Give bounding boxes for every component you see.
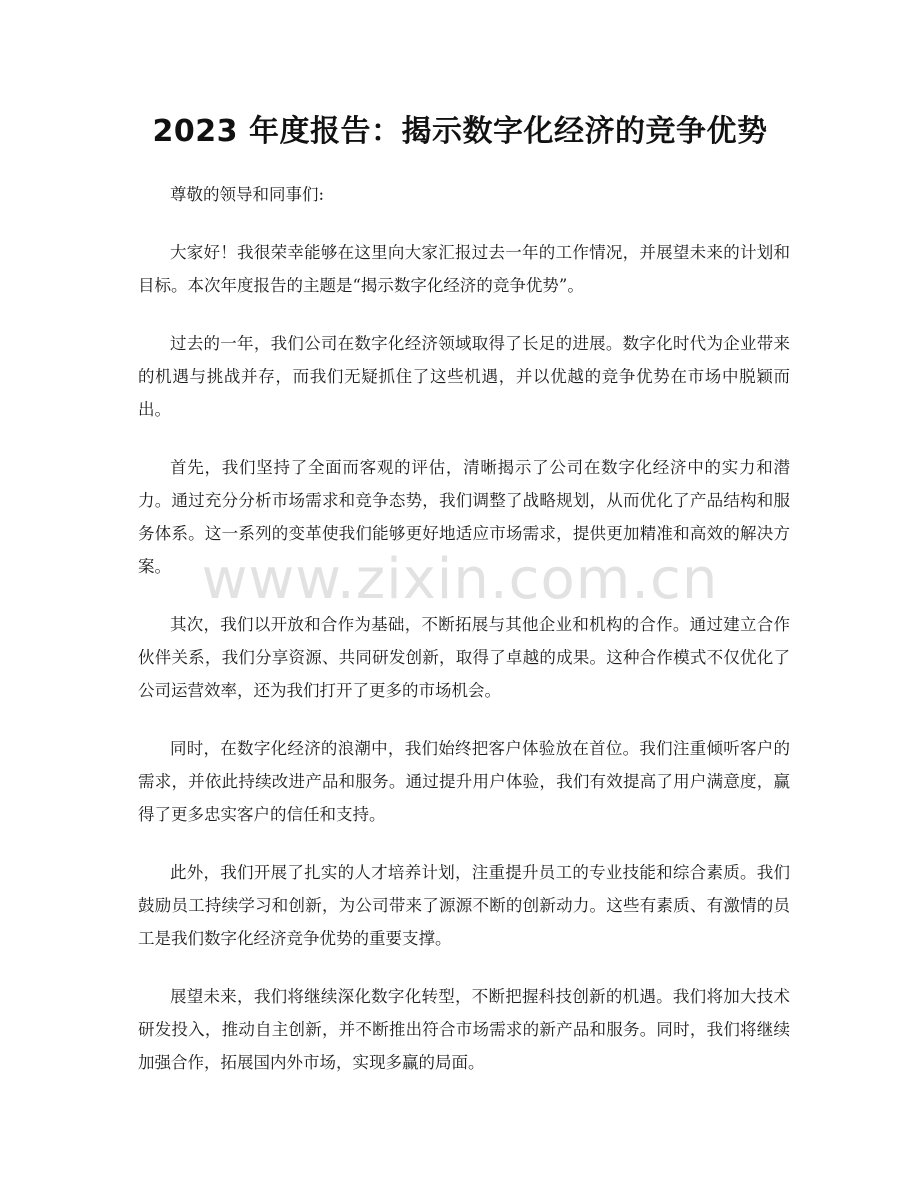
watermark-text: www.zixin.com.cn [201, 547, 719, 612]
salutation: 尊敬的领导和同事们: [170, 185, 325, 204]
paragraph-customer: 同时，在数字化经济的浪潮中，我们始终把客户体验放在首位。我们注重倾听客户的需求，并依此持续改进产品和服务。通过提升用户体验，我们有效提高了用户满意度，赢得了更多忠实客户的信任和支持。 [138, 739, 790, 824]
paragraph-future: 展望未来，我们将继续深化数字化转型，不断把握科技创新的机遇。我们将加大技术研发投入，推动自主创新，并不断推出符合市场需求的新产品和服务。同时，我们将继续加强合作，拓展国内外市场，实现多赢的局面。 [138, 987, 790, 1072]
paragraph-talent: 此外，我们开展了扎实的人才培养计划，注重提升员工的专业技能和综合素质。我们鼓励员工持续学习和创新，为公司带来了源源不断的创新动力。这些有素质、有激情的员工是我们数字化经济竞争优势的重要支撑。 [138, 863, 790, 948]
paragraph-greeting: 大家好！我很荣幸能够在这里向大家汇报过去一年的工作情况，并展望未来的计划和目标。本次年度报告的主题是“揭示数字化经济的竞争优势”。 [138, 243, 790, 295]
paragraph-past-year: 过去的一年，我们公司在数字化经济领域取得了长足的进展。数字化时代为企业带来的机遇与挑战并存，而我们无疑抓住了这些机遇，并以优越的竞争优势在市场中脱颖而出。 [138, 334, 790, 419]
paragraph-first: 首先，我们坚持了全面而客观的评估，清晰揭示了公司在数字化经济中的实力和潜力。通过充分分析市场需求和竞争态势，我们调整了战略规划，从而优化了产品结构和服务体系。这一系列的变革使我们能够更好地适应市场需求，提供更加精准和高效的解决方案。 [138, 458, 790, 576]
document-title: 2023 年度报告：揭示数字化经济的竞争优势 [152, 114, 768, 149]
paragraph-second: 其次，我们以开放和合作为基础，不断拓展与其他企业和机构的合作。通过建立合作伙伴关系，我们分享资源、共同研发创新，取得了卓越的成果。这种合作模式不仅优化了公司运营效率，还为我们打开了更多的市场机会。 [138, 615, 790, 700]
document-body [138, 178, 790, 1104]
